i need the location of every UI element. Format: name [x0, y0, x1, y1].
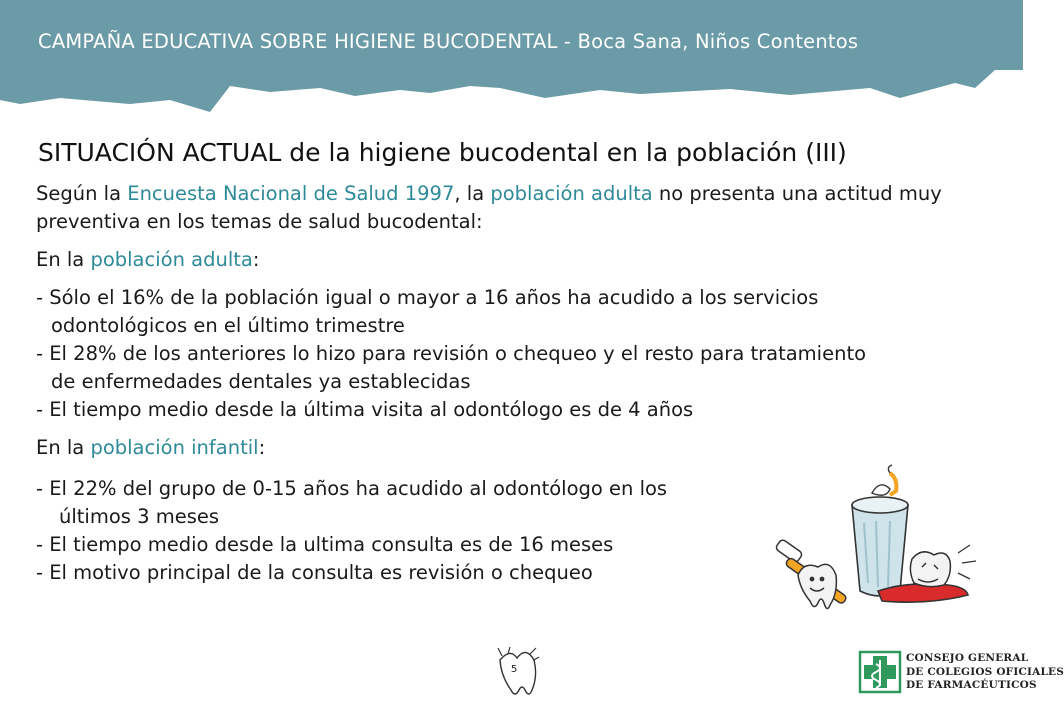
- heading-text: En la: [36, 436, 91, 459]
- pharmacy-cross-icon: [858, 650, 902, 694]
- child-section-heading: [36, 434, 986, 462]
- bullet-text: - El motivo principal de la consulta es revisión o chequeo: [36, 561, 593, 584]
- bullet-text: - El 22% del grupo de 0-15 años ha acudido al odontólogo en los: [36, 477, 668, 500]
- heading-text: En la: [36, 248, 91, 271]
- adult-highlight: población adulta: [490, 182, 653, 205]
- bucket-icon: [852, 465, 908, 596]
- consejo-farmaceuticos-logo: [858, 650, 1064, 696]
- intro-paragraph: [36, 180, 986, 236]
- adult-bullet-list: [36, 284, 986, 424]
- logo-text: [906, 652, 1064, 693]
- logo-line: DE FARMACÉUTICOS: [906, 679, 1037, 691]
- bullet-text: - El tiempo medio desde la última visita al odontólogo es de 4 años: [36, 398, 694, 421]
- slide-title: SITUACIÓN ACTUAL de la higiene bucodental en la población (III): [38, 138, 847, 167]
- bullet-text: - El 28% de los anteriores lo hizo para revisión o chequeo y el resto para tratamiento: [36, 342, 867, 365]
- heading-text: :: [252, 248, 260, 271]
- survey-highlight: Encuesta Nacional de Salud 1997: [127, 182, 455, 205]
- list-item: [36, 340, 986, 396]
- bullet-text: odontológicos en el último trimestre: [51, 314, 405, 337]
- bullet-text: - El tiempo medio desde la ultima consulta es de 16 meses: [36, 533, 614, 556]
- page-number: 5: [510, 664, 518, 675]
- bullet-text: - Sólo el 16% de la población igual o mayor a 16 años ha acudido a los servicios: [36, 286, 819, 309]
- header-banner: [0, 0, 1023, 125]
- header-title: CAMPAÑA EDUCATIVA SOBRE HIGIENE BUCODENTAL - Boca Sana, Niños Contentos: [38, 30, 859, 53]
- tooth-cartoon-illustration: [772, 463, 998, 628]
- logo-line: CONSEJO GENERAL: [906, 652, 1029, 664]
- heading-text: :: [258, 436, 266, 459]
- adult-population-highlight: población adulta: [90, 248, 253, 271]
- bullet-text: últimos 3 meses: [59, 505, 220, 528]
- intro-text: no presenta una actitud muy preventiva en los temas de salud bucodental:: [36, 182, 942, 233]
- adult-section-heading: [36, 246, 986, 274]
- intro-text: Según la: [36, 182, 128, 205]
- tooth-character-icon: [798, 564, 836, 608]
- bullet-text: de enfermedades dentales ya establecidas: [51, 370, 471, 393]
- intro-text: , la: [454, 182, 491, 205]
- list-item: [36, 396, 986, 424]
- logo-line: DE COLEGIOS OFICIALES: [906, 665, 1064, 678]
- child-population-highlight: población infantil: [90, 436, 259, 459]
- list-item: [36, 284, 986, 340]
